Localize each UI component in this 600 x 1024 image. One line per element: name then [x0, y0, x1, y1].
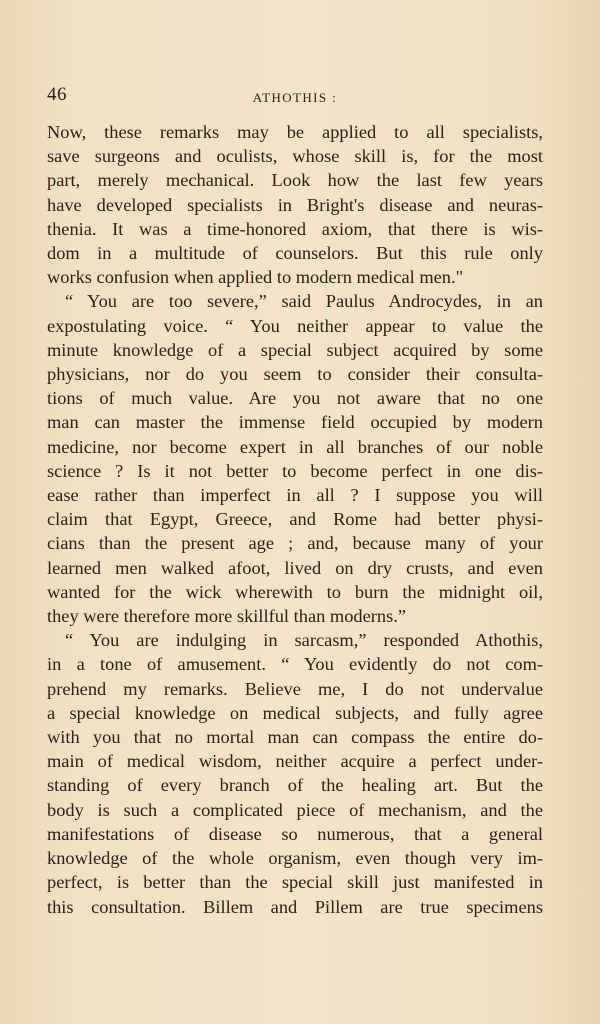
text-line: they were therefore more skillful than moderns.”	[47, 606, 406, 627]
text-line: cians than the present age ; and, because many of your	[47, 533, 543, 554]
text-line: with you that no mortal man can compass the entire do-	[47, 727, 543, 748]
text-line: physicians, nor do you seem to consider their consulta-	[47, 364, 543, 385]
text-line: a special knowledge on medical subjects, and fully agree	[47, 702, 543, 723]
text-line: science ? Is it not better to become perfect in one dis-	[47, 460, 543, 481]
text-line: “ You are indulging in sarcasm,” responded Athothis,	[65, 630, 543, 651]
text-line: Now, these remarks may be applied to all specialists,	[47, 122, 543, 142]
text-line: prehend my remarks. Believe me, I do not undervalue	[47, 678, 543, 699]
text-line: thenia. It was a time-honored axiom, that there is wis-	[47, 218, 543, 239]
text-line: main of medical wisdom, neither acquire a perfect under-	[47, 751, 543, 772]
page-header	[47, 80, 543, 110]
text-line: learned men walked afoot, lived on dry crusts, and even	[47, 557, 543, 578]
text-line: ease rather than imperfect in all ? I suppose you will	[47, 485, 543, 506]
text-line: have developed specialists in Bright's disease and neuras-	[47, 194, 543, 215]
body-text	[47, 120, 543, 919]
text-line: expostulating voice. “ You neither appear to value the	[47, 315, 543, 336]
text-line: “ You are too severe,” said Paulus Androcydes, in an	[65, 291, 543, 312]
page-number: 46	[47, 84, 67, 105]
text-line: knowledge of the whole organism, even though very im-	[47, 848, 543, 869]
running-title: ATHOTHIS :	[252, 90, 338, 105]
text-line: body is such a complicated piece of mechanism, and the	[47, 799, 543, 820]
paragraph-3	[47, 628, 543, 918]
text-line: medicine, nor become expert in all branches of our noble	[47, 436, 543, 457]
text-line: perfect, is better than the special skill just manifested in	[47, 872, 543, 893]
text-line: manifestations of disease so numerous, that a general	[47, 823, 543, 844]
text-line: tions of much value. Are you not aware that no one	[47, 388, 543, 409]
paragraph-1	[47, 120, 543, 289]
text-line: dom in a multitude of counselors. But this rule only	[47, 243, 543, 264]
paragraph-2	[47, 289, 543, 628]
text-line: in a tone of amusement. “ You evidently do not com-	[47, 654, 543, 675]
text-line: works confusion when applied to modern medical men."	[47, 267, 464, 288]
text-line: minute knowledge of a special subject acquired by some	[47, 339, 543, 360]
text-line: save surgeons and oculists, whose skill is, for the most	[47, 146, 543, 167]
text-line: this consultation. Billem and Pillem are true specimens	[47, 896, 543, 917]
text-line: wanted for the wick wherewith to burn the midnight oil,	[47, 581, 543, 602]
text-line: standing of every branch of the healing art. But the	[47, 775, 543, 796]
text-line: part, merely mechanical. Look how the last few years	[47, 170, 543, 191]
text-line: claim that Egypt, Greece, and Rome had better physi-	[47, 509, 543, 530]
text-line: man can master the immense field occupied by modern	[47, 412, 543, 433]
book-page	[47, 80, 543, 919]
